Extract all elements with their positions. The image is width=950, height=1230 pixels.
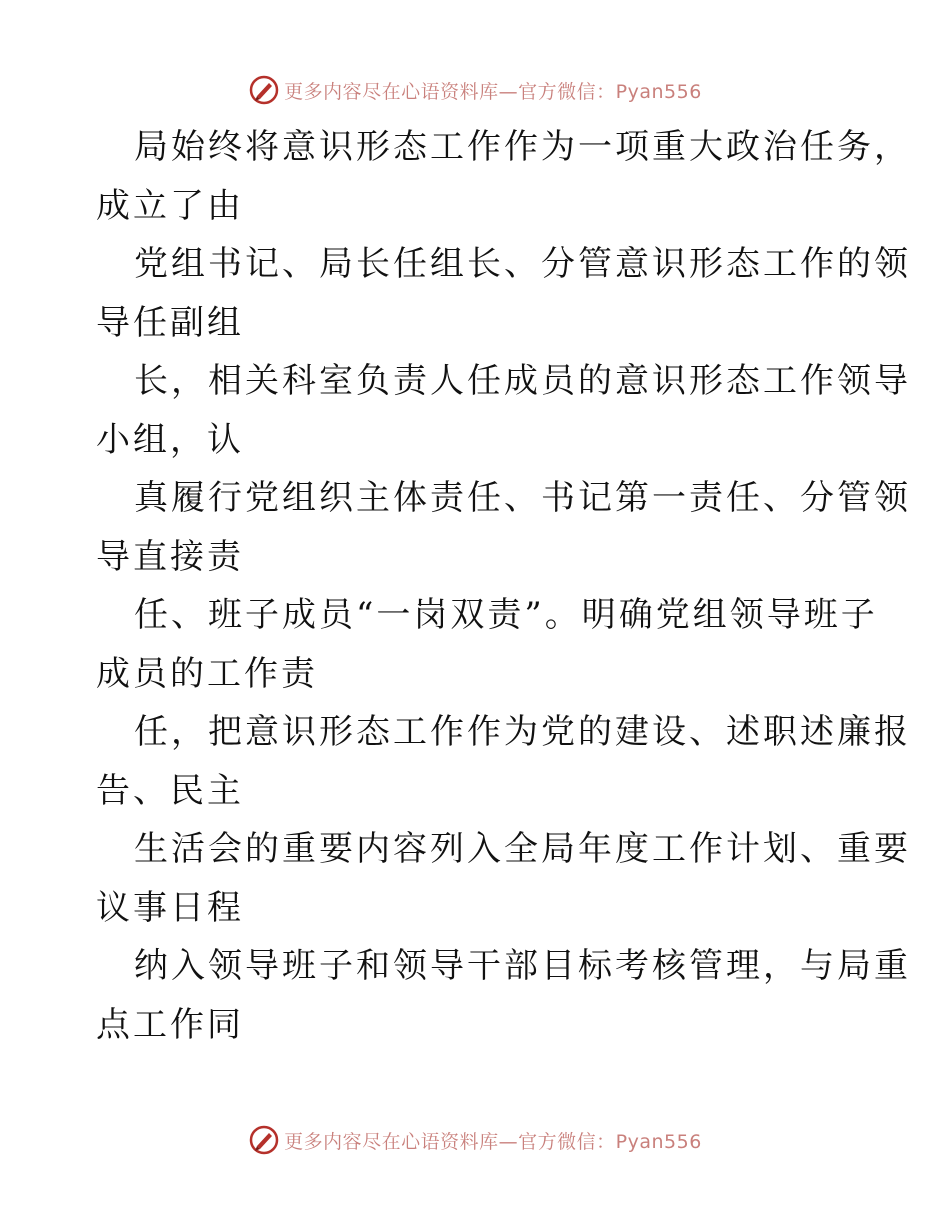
header-banner [0, 72, 950, 108]
body-text-line: 局始终将意识形态工作作为一项重大政治任务， [134, 127, 911, 167]
body-text-line: 纳入领导班子和领导干部目标考核管理，与局重 [134, 946, 911, 986]
body-text-line: 生活会的重要内容列入全局年度工作计划、重要 [134, 829, 911, 869]
footer-banner [0, 1122, 950, 1158]
body-text-line: 告、民主 [96, 770, 244, 811]
body-text-line: 点工作同 [96, 1004, 244, 1045]
body-text-line: 任，把意识形态工作作为党的建设、述职述廉报 [134, 712, 911, 752]
footer-banner-text: 更多内容尽在心语资料库—官方微信：Pyan556 [284, 1130, 702, 1153]
body-text-line: 党组书记、局长任组长、分管意识形态工作的领 [134, 244, 911, 284]
header-banner-text: 更多内容尽在心语资料库—官方微信：Pyan556 [284, 80, 702, 103]
body-text-line: 任、班子成员“一岗双责”。明确党组领导班子 [134, 595, 878, 635]
body-text-line: 真履行党组织主体责任、书记第一责任、分管领 [134, 478, 911, 518]
body-text-line: 导直接责 [96, 536, 244, 577]
body-text-line: 导任副组 [96, 302, 244, 343]
body-text-line: 小组，认 [96, 419, 244, 460]
body-text-line: 成员的工作责 [96, 653, 318, 694]
pen-logo-icon [248, 1124, 280, 1156]
body-text-line: 议事日程 [96, 887, 244, 928]
pen-logo-icon [248, 74, 280, 106]
body-text-line: 成立了由 [96, 185, 244, 226]
body-text-line: 长，相关科室负责人任成员的意识形态工作领导 [134, 361, 911, 401]
document-body [96, 118, 911, 1054]
